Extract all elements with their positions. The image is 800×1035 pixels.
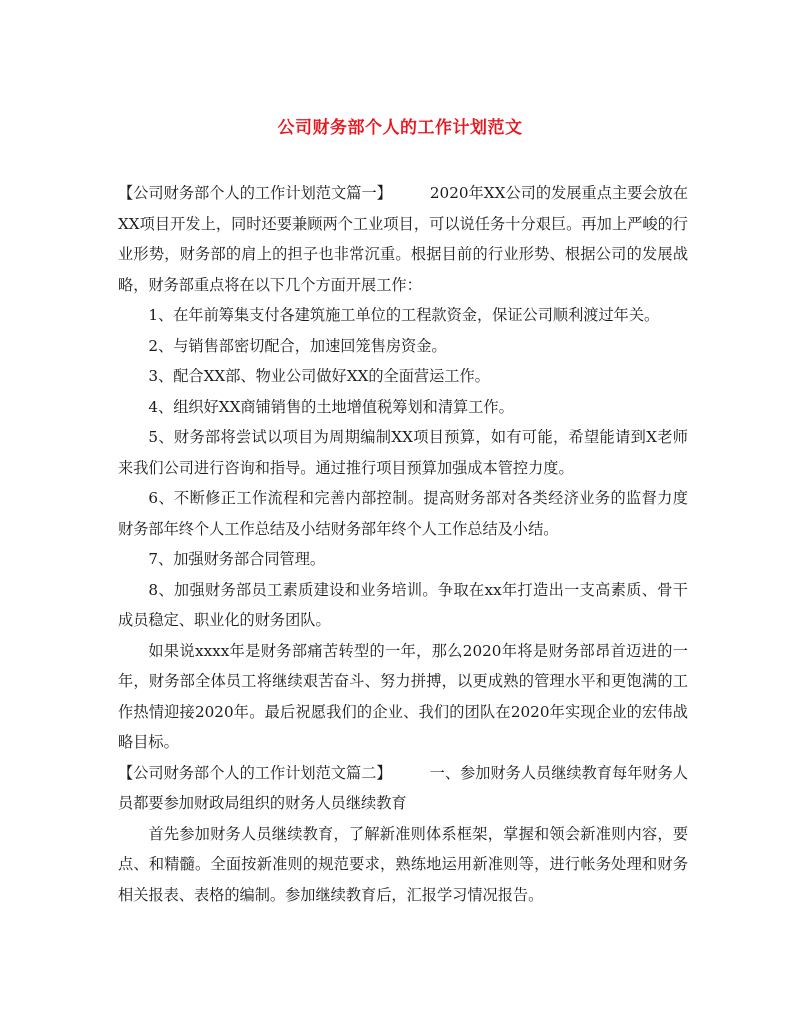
list-item: 4、组织好XX商铺销售的土地增值税筹划和清算工作。 bbox=[148, 397, 514, 416]
section1-closing: 如果说xxxx年是财务部痛苦转型的一年，那么2020年将是财务部昂首迈进的一年，财务部全体员工将继续艰苦奋斗、努力拼搏，以更成熟的管理水平和更饱满的工作热情迎接2020年。最后祝愿我们的企业、我们的团队在2020年实现企业的宏伟战略目标。 bbox=[118, 641, 688, 751]
section1-heading: 【公司财务部个人的工作计划范文篇一】 bbox=[118, 184, 392, 202]
list-item: 1、在年前筹集支付各建筑施工单位的工程款资金，保证公司顺利渡过年关。 bbox=[148, 306, 660, 324]
list-item: 3、配合XX部、物业公司做好XX的全面营运工作。 bbox=[148, 367, 490, 385]
list-item: 8、加强财务部员工素质建设和业务培训。争取在xx年打造出一支高素质、骨干成员稳定、职业化的财务团队。 bbox=[118, 580, 688, 629]
section1-intro-paragraph bbox=[118, 178, 688, 300]
list-item: 6、不断修正工作流程和完善内部控制。提高财务部对各类经济业务的监督力度财务部年终个人工作总结及小结财务部年终个人工作总结及小结。 bbox=[118, 489, 688, 538]
list-item: 7、加强财务部合同管理。 bbox=[148, 550, 326, 568]
section2-intro-paragraph bbox=[118, 758, 688, 819]
section2-intro: 一、参加财务人员继续教育每年财务人员都要参加财政局组织的财务人员继续教育 bbox=[118, 763, 689, 812]
document-title: 公司财务部个人的工作计划范文 bbox=[277, 118, 523, 138]
list-item: 2、与销售部密切配合，加速回笼售房资金。 bbox=[148, 336, 447, 355]
document-body bbox=[118, 178, 688, 910]
section2-paragraph: 首先参加财务人员继续教育，了解新准则体系框架，掌握和领会新准则内容，要点、和精髓。全面按新准则的规范要求，熟练地运用新准则等，进行帐务处理和财务相关报表、表格的编制。参加继续教育后，汇报学习情况报告。 bbox=[118, 824, 688, 904]
section2-heading: 【公司财务部个人的工作计划范文篇二】 bbox=[118, 763, 392, 782]
section1-intro: 2020年XX公司的发展重点主要会放在XX项目开发上，同时还要兼顾两个工业项目，可以说任务十分艰巨。再加上严峻的行业形势，财务部的肩上的担子也非常沉重。根据目前的行业形势、根据公司的发展战略，财务部重点将在以下几个方面开展工作： bbox=[118, 184, 688, 294]
list-item: 5、财务部将尝试以项目为周期编制XX项目预算，如有可能，希望能请到X老师来我们公司进行咨询和指导。通过推行项目预算加强成本管控力度。 bbox=[118, 428, 688, 477]
